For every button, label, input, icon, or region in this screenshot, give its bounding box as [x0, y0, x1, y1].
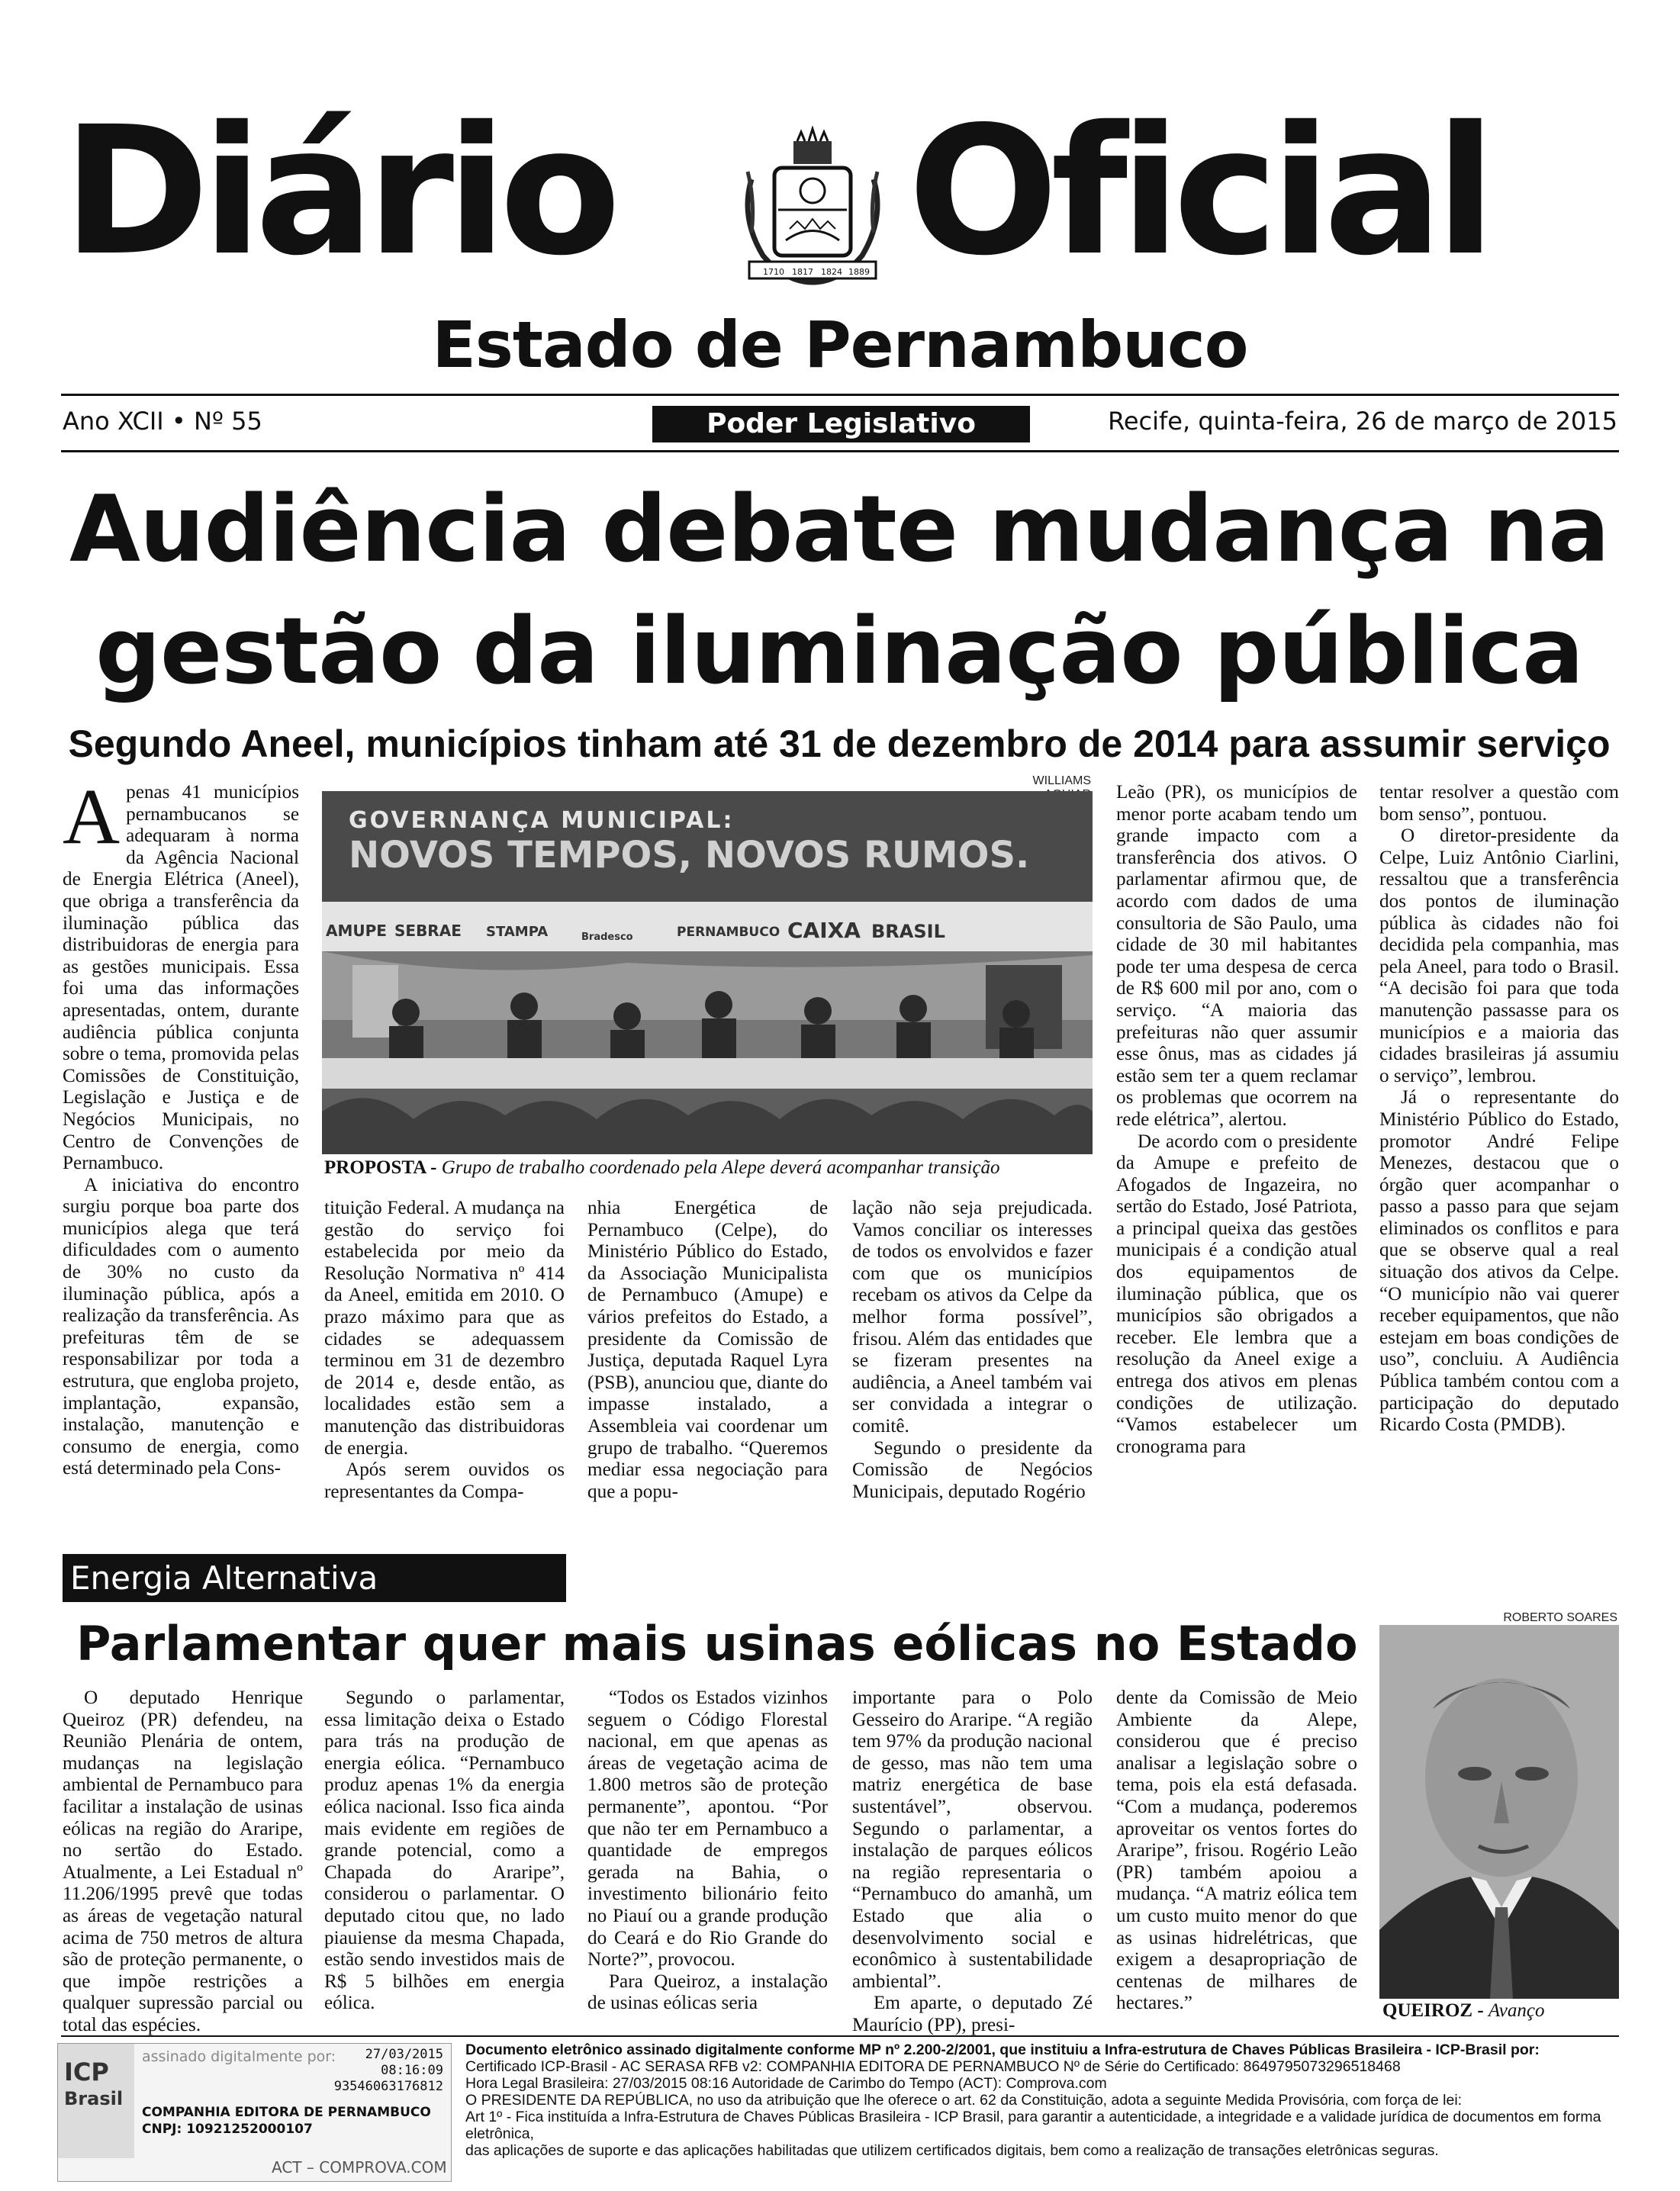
footer-rule — [61, 2035, 1619, 2037]
icp-brasil-logo — [58, 2044, 134, 2158]
lead-column-2 — [324, 1198, 565, 1503]
lead-column-3 — [587, 1198, 828, 1503]
lead-column-1 — [63, 773, 299, 1480]
second-column-2 — [324, 1687, 565, 2015]
dateline: Recife, quinta-feira, 26 de março de 2015 — [1108, 407, 1617, 436]
sponsor-logo-6: CAIXA — [787, 918, 861, 943]
masthead-rule-bottom — [61, 450, 1619, 452]
second-column-3 — [587, 1687, 828, 2015]
stamp-cnpj: CNPJ: 10921252000107 — [142, 2122, 313, 2137]
lead-col4-para1: lação não seja prejudicada. Vamos conciliar os interesses de todos os envolvidos e fazer com que os municípios recebam os ativos da Celpe da melhor forma possível”, frisou. Além das entidades que se fizeram presentes na audiência, a Aneel também vai ser convidada a integrar o comitê. — [852, 1198, 1093, 1437]
sponsor-logo-4: Bradesco — [581, 931, 633, 943]
lead-col2-para2: Após serem ouvidos os representantes da Compa- — [324, 1459, 565, 1502]
seal-year-1889: 1889 — [848, 267, 870, 277]
sponsor-logo-7: BRASIL — [871, 921, 945, 942]
lead-col6-para1: tentar resolver a questão com bom senso”, pontuou. — [1379, 782, 1619, 825]
sponsor-logo-5: PERNAMBUCO — [677, 925, 780, 940]
stamp-time: 08:16:09 — [381, 2063, 443, 2078]
stamp-serial: 93546063176812 — [333, 2079, 443, 2094]
lead-col3-para1: nhia Energética de Pernambuco (Celpe), do Ministério Público do Estado, da Associação Municipalista de Pernambuco (Amupe) e vários prefeitos do Estado, a presidente da Comissão de Justiça, deputada Raquel Lyra (PSB), anunciou que, diante do impasse instalado, a Assembleia vai coordenar um grupo de trabalho. “Queremos mediar essa negociação para que a popu- — [587, 1198, 828, 1502]
lead-caption-text: Grupo de trabalho coordenado pela Alepe deverá acompanhar transição — [441, 1157, 1000, 1178]
second-photo-portrait — [1379, 1625, 1619, 1999]
lead-caption-label: PROPOSTA - — [324, 1157, 437, 1178]
lead-photo-credit: WILLIAMS — [1032, 774, 1091, 787]
second-caption-label: QUEIROZ - — [1382, 2000, 1484, 2021]
seal-year-1824: 1824 — [821, 267, 842, 277]
second-col4-para2: Em aparte, o deputado Zé Maurício (PP), presi- — [852, 1993, 1093, 2035]
digital-signature-stamp — [57, 2043, 452, 2182]
photo-banner-line2: NOVOS TEMPOS, NOVOS RUMOS. — [349, 834, 1030, 877]
lead-headline-line2: gestão da iluminação pública — [95, 599, 1584, 705]
stamp-datetime — [334, 2047, 443, 2095]
masthead-rule-top — [61, 394, 1619, 396]
photo-banner-line1: GOVERNANÇA MUNICIPAL: — [349, 807, 735, 834]
icp-logo-text: ICP — [64, 2057, 109, 2086]
lead-column-5 — [1116, 782, 1357, 1458]
stamp-signed-label: assinado digitalmente por: — [142, 2048, 336, 2065]
second-col4-para1: importante para o Polo Gesseiro do Araripe. “A região tem 97% da produção nacional de gesso, mas não tem uma matriz energética de base sustentável”, observou. Segundo o parlamentar, a instalação de parques eólicos na região representaria o “Pernambuco do amanhã, um Estado que alia o desenvolvimento social e econômico à sustentabilidade ambiental”. — [852, 1687, 1093, 1992]
footer-line-5: Art 1º - Fica instituída a Infra-Estrutura de Chaves Públicas Brasileira - ICP Brasil, para garantir a autenticidade, a integridade e a validade jurídica de documentos em forma eletrônica, — [465, 2109, 1601, 2142]
second-caption-text: Avanço — [1488, 2000, 1545, 2021]
second-column-5 — [1116, 1687, 1357, 2015]
seal-year-1817: 1817 — [792, 267, 813, 277]
lead-dropcap: A — [63, 773, 121, 861]
lead-col2-para1: tituição Federal. A mudança na gestão do serviço foi estabelecida por meio da Resolução Normativa nº 414 da Aneel, emitida em 2010. O prazo máximo para que as cidades se adequassem terminou em 31 de dezembro de 2014 e, desde então, as localidades estão sem a manutenção das distribuidoras de energia. — [324, 1198, 565, 1459]
lead-column-4 — [852, 1198, 1093, 1503]
second-col5-para1: dente da Comissão de Meio Ambiente da Alepe, considerou que é preciso analisar a legislação sobre o tema, pois ela está defasada. “Com a mudança, poderemos aproveitar os ventos fortes do Araripe”, frisou. Rogério Leão (PR) também apoiou a mudança. “A matriz eólica tem um custo muito menor do que as usinas hidrelétricas, que exigem a desapropriação de centenas de milhares de hectares.” — [1116, 1687, 1357, 2014]
footer-line-3: Hora Legal Brasileira: 27/03/2015 08:16 Autoridade de Carimbo do Tempo (ACT): Comprova.com — [465, 2075, 1107, 2092]
second-photo-credit: ROBERTO SOARES — [1503, 1611, 1617, 1624]
lead-col6-para3: Já o representante do Ministério Público do Estado, promotor André Felipe Menezes, destacou que o órgão quer acompanhar o passo a passo para que sejam eliminados os conflitos e para que se observe qual a real situação dos ativos da Celpe. “O município não vai querer receber equipamentos, que não estejam em boas condições de uso”, concluiu. A Audiência Pública também contou com a participação do deputado Ricardo Costa (PMDB). — [1379, 1087, 1619, 1436]
second-headline: Parlamentar quer mais usinas eólicas no Estado — [76, 1616, 1358, 1671]
lead-col1-para2: A iniciativa do encontro surgiu porque boa parte dos municípios alega que terá dificuldades com o aumento de 30% no custo da iluminação pública, após a realização da transferência. As prefeituras têm de se responsabilizar por toda a estrutura, que engloba projeto, implantação, expansão, instalação, manutenção e consumo de energia, como está determinado pela Cons- — [63, 1174, 299, 1479]
lead-column-6 — [1379, 782, 1619, 1437]
footer-line-2: Certificado ICP-Brasil - AC SERASA RFB v2: COMPANHIA EDITORA DE PERNAMBUCO Nº de Série do Certificado: 8649795073296518468 — [465, 2058, 1401, 2075]
masthead-title-left: Diário — [63, 88, 613, 294]
stamp-act: ACT – COMPROVA.COM — [272, 2158, 447, 2177]
masthead-subtitle: Estado de Pernambuco — [432, 307, 1248, 382]
sponsor-logo-2: SEBRAE — [394, 922, 462, 940]
lead-photo-caption — [324, 1157, 1095, 1179]
section-label-bar: Energia Alternativa — [63, 1554, 566, 1602]
section-badge: Poder Legislativo — [652, 406, 1030, 442]
sponsor-logo-1: AMUPE — [326, 922, 387, 940]
lead-headline-line1: Audiência debate mudança na — [69, 477, 1609, 583]
stamp-company: COMPANHIA EDITORA DE PERNAMBUCO — [142, 2105, 431, 2120]
second-col1-para1: O deputado Henrique Queiroz (PR) defendeu, na Reunião Plenária de ontem, mudanças na legislação ambiental de Pernambuco para facilitar a instalação de usinas eólicas na região do Araripe, no sertão do Estado. Atualmente, a Lei Estadual nº 11.206/1995 prevê que todas as áreas de vegetação natural acima de 750 metros de altura são de proteção permanente, o que impõe restrições a qualquer supressão parcial ou total das espécies. — [63, 1687, 303, 2035]
second-col3-para1: “Todos os Estados vizinhos seguem o Código Florestal nacional, em que apenas as áreas de vegetação acima de 1.800 metros são de proteção permanente”, apontou. “Por que não ter em Pernambuco a quantidade de empregos gerada na Bahia, o investimento bilionário feito no Piauí ou a grande produção do Ceará e do Rio Grande do Norte?”, provocou. — [587, 1687, 828, 1971]
lead-col5-para1: Leão (PR), os municípios de menor porte acabam tendo um grande impacto com a transferência dos ativos. O parlamentar afirmou que, de acordo com dados de uma consultoria de São Paulo, uma cidade de 30 mil habitantes pode ter uma despesa de cerca de R$ 600 mil por ano, com o serviço. “A maioria das prefeituras não quer assumir esse ônus, mas as cidades já estão sem ter a quem reclamar os problemas que ocorrem na rede elétrica”, alertou. — [1116, 782, 1357, 1130]
footer-line-4: O PRESIDENTE DA REPÚBLICA, no uso da atribuição que lhe oferece o art. 62 da Constituição, adota a seguinte Medida Provisória, com força de lei: — [465, 2092, 1463, 2109]
footer-line-1: Documento eletrônico assinado digitalmente conforme MP nº 2.200-2/2001, que instituiu a Infra-estrutura de Chaves Públicas Brasileira - ICP-Brasil por: — [465, 2041, 1540, 2058]
masthead-title-right: Oficial — [908, 88, 1489, 294]
second-column-4 — [852, 1687, 1093, 2037]
coat-of-arms-seal — [732, 126, 893, 290]
edition-number: Ano XCII • Nº 55 — [63, 407, 262, 436]
second-column-1 — [63, 1687, 303, 2037]
lead-photo — [322, 791, 1093, 1154]
sponsor-logo-3: STAMPA — [486, 924, 549, 940]
second-col3-para2: Para Queiroz, a instalação de usinas eólicas seria — [587, 1971, 828, 2014]
icp-logo-subtext: Brasil — [64, 2088, 124, 2109]
lead-col4-para2: Segundo o presidente da Comissão de Negócios Municipais, deputado Rogério — [852, 1437, 1093, 1502]
footer-legal-text — [465, 2041, 1619, 2159]
lead-col5-para2: De acordo com o presidente da Amupe e prefeito de Afogados de Ingazeira, no sertão do Estado, José Patriota, a principal queixa das gestões municipais é a condição atual dos equipamentos de iluminação pública, que os municípios são obrigados a receber. Ele lembra que a resolução da Aneel exige a entrega dos ativos em plenas condições de utilização. “Vamos estabelecer um cronograma para — [1116, 1131, 1357, 1457]
seal-year-1710: 1710 — [763, 267, 784, 277]
second-photo-caption — [1382, 2000, 1619, 2022]
footer-line-6: das aplicações de suporte e das aplicações habilitadas que utilizem certificados digitais, bem como a realização de transações eletrônicas seguras. — [465, 2142, 1439, 2159]
second-col2-para1: Segundo o parlamentar, essa limitação deixa o Estado para trás na produção de energia eólica. “Pernambuco produz apenas 1% da energia eólica nacional. Isso fica ainda mais evidente em regiões de grande potencial, como a Chapada do Araripe”, considerou o parlamentar. O deputado citou que, no lado piauiense da mesma Chapada, estão sendo investidos mais de R$ 5 bilhões em energia eólica. — [324, 1687, 565, 2014]
lead-deck: Segundo Aneel, municípios tinham até 31 de dezembro de 2014 para assumir serviço — [68, 722, 1611, 765]
lead-col1-para1: penas 41 municípios pernambucanos se adequaram à norma da Agência Nacional de Energia Elétrica (Aneel), que obriga a transferência da iluminação pública das distribuidoras de energia para as gestões municipais. Essa foi uma das informações apresentadas, ontem, durante audiência pública conjunta sobre o tema, promovida pelas Comissões de Constituição, Legislação e Justiça e de Negócios Municipais, no Centro de Convenções de Pernambuco. — [63, 782, 299, 1174]
stamp-date: 27/03/2015 — [365, 2047, 443, 2062]
lead-col6-para2: O diretor-presidente da Celpe, Luiz Antônio Ciarlini, ressaltou que a transferência dos pontos de iluminação pública às cidades não foi decidida pela companhia, mas pela Aneel, para todo o Brasil. “A decisão foi para que toda manutenção passasse para os municípios e a maioria das cidades brasileiras já assumiu o serviço”, lembrou. — [1379, 825, 1619, 1086]
